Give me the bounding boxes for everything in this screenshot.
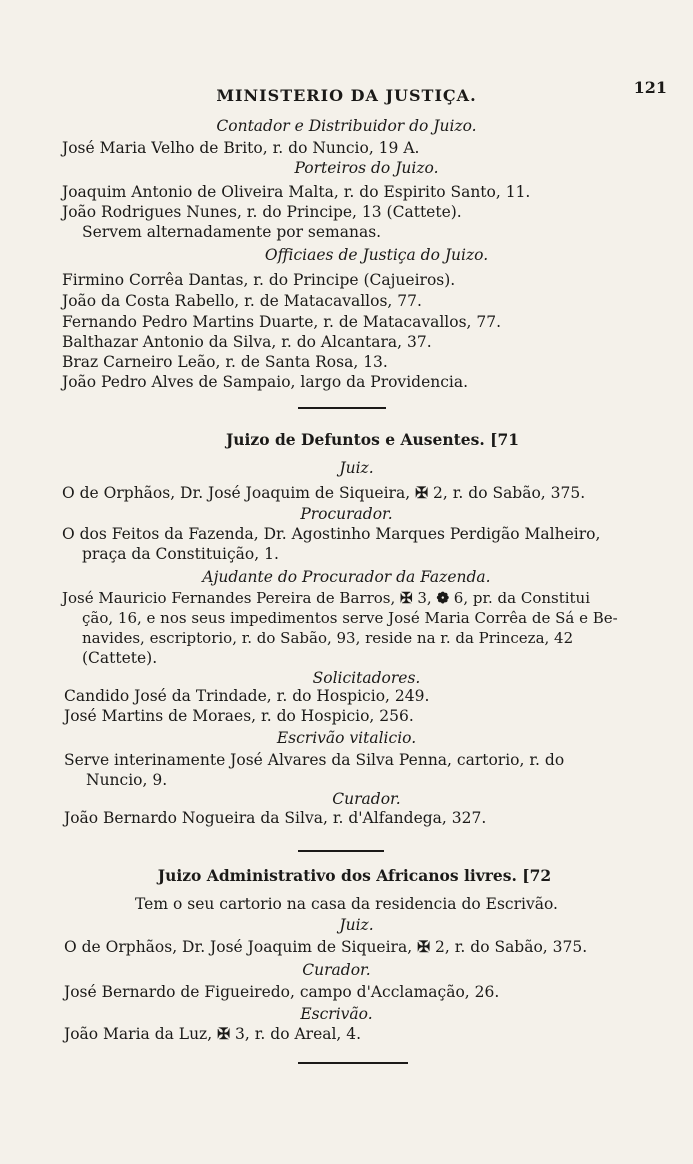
- ajudante-entry-cont: ção, 16, e nos seus impedimentos serve José Maria Corrêa de Sá e Be-: [82, 609, 618, 627]
- solicitador-entry: José Martins de Moraes, r. do Hospicio, 256.: [64, 707, 414, 725]
- page-header: MINISTERIO DA JUSTIÇA.: [216, 86, 477, 105]
- procurador-entry: O dos Feitos da Fazenda, Dr. Agostinho Marques Perdigão Malheiro,: [62, 525, 601, 543]
- curador-heading: Curador.: [302, 961, 371, 979]
- official-entry: João da Costa Rabello, r. de Matacavallos, 77.: [62, 292, 422, 310]
- ajudante-entry: José Mauricio Fernandes Pereira de Barros, ✠ 3, ❁ 6, pr. da Constitui: [62, 589, 591, 607]
- cross-icon: ✠: [415, 483, 429, 502]
- escrivao-entry: João Maria da Luz, ✠ 3, r. do Areal, 4.: [64, 1024, 362, 1043]
- contador-heading: Contador e Distribuidor do Juizo.: [216, 117, 477, 135]
- cross-icon: ✠: [400, 589, 413, 607]
- juiz-heading: Juiz.: [339, 916, 374, 934]
- official-entry: Firmino Corrêa Dantas, r. do Principe (Cajueiros).: [62, 271, 456, 289]
- porteiros-heading: Porteiros do Juizo.: [294, 159, 439, 177]
- curador-heading: Curador.: [332, 790, 401, 808]
- juiz-entry: O de Orphãos, Dr. José Joaquim de Siqueira, ✠ 2, r. do Sabão, 375.: [62, 483, 586, 502]
- contador-entry: José Maria Velho de Brito, r. do Nuncio, 19 A.: [62, 139, 420, 157]
- ajudante-entry-cont: navides, escriptorio, r. do Sabão, 93, reside na r. da Princeza, 42: [82, 629, 574, 647]
- juiz-heading: Juiz.: [339, 459, 374, 477]
- solicitadores-heading: Solicitadores.: [312, 669, 421, 687]
- official-entry: João Pedro Alves de Sampaio, largo da Providencia.: [62, 373, 469, 391]
- rose-icon: ❁: [436, 589, 450, 607]
- porteiro-entry: João Rodrigues Nunes, r. do Principe, 13 (Cattete).: [62, 203, 462, 221]
- solicitador-entry: Candido José da Trindade, r. do Hospicio, 249.: [64, 687, 430, 705]
- porteiro-entry: Joaquim Antonio de Oliveira Malta, r. do Espirito Santo, 11.: [62, 183, 531, 201]
- section-title-defuntos: Juizo de Defuntos e Ausentes. [71: [225, 430, 520, 449]
- section-title-africanos: Juizo Administrativo dos Africanos livres. [72: [157, 866, 552, 885]
- official-entry: Fernando Pedro Martins Duarte, r. de Matacavallos, 77.: [62, 313, 502, 331]
- curador-entry: João Bernardo Nogueira da Silva, r. d'Alfandega, 327.: [64, 809, 487, 827]
- cross-icon: ✠: [417, 937, 431, 956]
- procurador-entry-cont: praça da Constituição, 1.: [82, 545, 279, 563]
- cross-icon: ✠: [217, 1024, 231, 1043]
- escrivao-heading: Escrivão vitalicio.: [276, 729, 417, 747]
- section-divider: [298, 850, 384, 852]
- escrivao-heading: Escrivão.: [300, 1005, 373, 1023]
- escrivao-entry: Serve interinamente José Alvares da Silva Penna, cartorio, r. do: [64, 751, 565, 769]
- section-divider: [298, 407, 386, 409]
- cartorio-note: Tem o seu cartorio na casa da residencia do Escrivão.: [135, 895, 558, 913]
- officiaes-heading: Officiaes de Justiça do Juizo.: [264, 246, 489, 264]
- juiz-entry: O de Orphãos, Dr. José Joaquim de Siqueira, ✠ 2, r. do Sabão, 375.: [64, 937, 588, 956]
- escrivao-entry-cont: Nuncio, 9.: [86, 771, 168, 789]
- porteiros-note: Servem alternadamente por semanas.: [82, 223, 382, 241]
- official-entry: Balthazar Antonio da Silva, r. do Alcantara, 37.: [62, 333, 432, 351]
- section-divider: [298, 1062, 408, 1064]
- official-entry: Braz Carneiro Leão, r. de Santa Rosa, 13.: [62, 353, 388, 371]
- ajudante-entry-cont: (Cattete).: [82, 649, 158, 667]
- procurador-heading: Procurador.: [300, 505, 393, 523]
- page-number: 121: [633, 78, 667, 97]
- ajudante-heading: Ajudante do Procurador da Fazenda.: [202, 568, 491, 586]
- curador-entry: José Bernardo de Figueiredo, campo d'Acclamação, 26.: [64, 983, 500, 1001]
